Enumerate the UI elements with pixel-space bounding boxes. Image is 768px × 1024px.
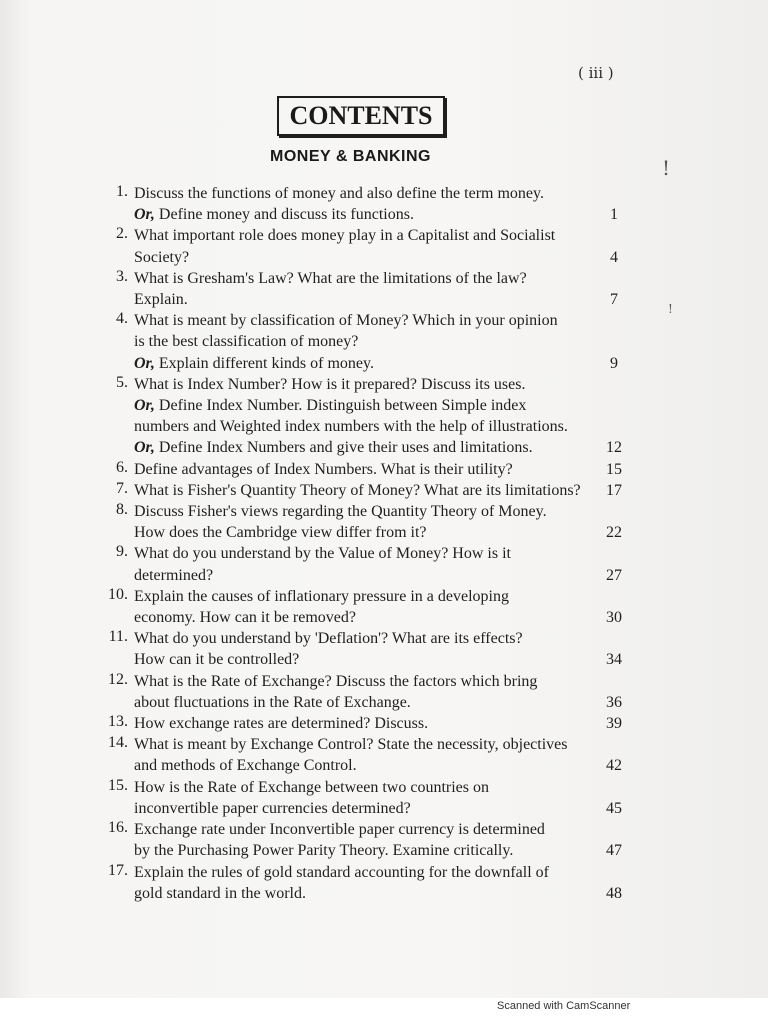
question-text: Explain the rules of gold standard accounting for the downfall of <box>134 863 549 881</box>
question-line <box>134 374 596 395</box>
question-line <box>134 353 596 374</box>
question-text: What important role does money play in a Capitalist and Socialist <box>134 227 556 245</box>
toc-entry <box>92 819 632 861</box>
toc-entry <box>92 628 632 670</box>
question-line <box>134 883 596 904</box>
entry-page-number: 17 <box>606 481 622 499</box>
question-text: How exchange rates are determined? Discuss. <box>134 715 429 733</box>
question-text: numbers and Weighted index numbers with the help of illustrations. <box>134 418 568 436</box>
entry-question <box>134 777 596 819</box>
question-text: Define advantages of Index Numbers. What is their utility? <box>134 460 513 478</box>
question-text: Define money and discuss its functions. <box>154 206 414 224</box>
question-text: Define Index Numbers and give their uses and limitations. <box>154 439 533 457</box>
entry-number: 16. <box>108 819 128 837</box>
question-text: inconvertible paper currencies determined? <box>134 799 411 817</box>
entry-number: 3. <box>116 267 128 285</box>
section-title: MONEY & BANKING <box>270 148 431 165</box>
question-line <box>134 862 596 883</box>
entry-question <box>134 480 596 501</box>
entry-number: 9. <box>116 543 128 561</box>
entry-page-number: 42 <box>606 757 622 775</box>
entry-number: 7. <box>116 479 128 497</box>
toc-entry <box>92 374 632 459</box>
question-line <box>134 628 596 649</box>
entry-page-number: 39 <box>606 715 622 733</box>
entry-question <box>134 713 596 734</box>
or-label: Or, <box>134 354 155 372</box>
question-line <box>134 395 596 416</box>
question-text: and methods of Exchange Control. <box>134 757 357 775</box>
question-line <box>134 755 596 776</box>
question-text: What is meant by classification of Money? Which in your opinion <box>134 312 558 330</box>
question-text: What is Fisher's Quantity Theory of Money? What are its limitations? <box>134 481 581 499</box>
question-text: gold standard in the world. <box>134 884 306 902</box>
question-text: What do you understand by the Value of Money? How is it <box>134 545 511 563</box>
toc-entry <box>92 862 632 904</box>
question-text: How can it be controlled? <box>134 651 300 669</box>
margin-mark: ! <box>662 156 671 180</box>
question-line <box>134 565 596 586</box>
entry-page-number: 15 <box>606 460 622 478</box>
entry-page-number: 34 <box>606 651 622 669</box>
entry-page-number: 22 <box>606 524 622 542</box>
entry-page-number: 7 <box>610 291 618 309</box>
entry-page-number: 4 <box>610 248 618 266</box>
toc-entry <box>92 543 632 585</box>
contents-heading: CONTENTS <box>277 96 445 136</box>
question-line <box>134 522 596 543</box>
question-line <box>134 777 596 798</box>
question-text: What is Index Number? How is it prepared? Discuss its uses. <box>134 375 526 393</box>
question-line <box>134 289 596 310</box>
toc-entry <box>92 310 632 374</box>
question-text: by the Purchasing Power Parity Theory. Examine critically. <box>134 842 514 860</box>
entry-question <box>134 543 596 585</box>
entry-page-number: 36 <box>606 693 622 711</box>
toc-entry <box>92 268 632 310</box>
question-line <box>134 268 596 289</box>
question-line <box>134 501 596 522</box>
question-line <box>134 840 596 861</box>
question-text: Society? <box>134 248 190 266</box>
question-line <box>134 204 596 225</box>
entry-page-number: 45 <box>606 799 622 817</box>
or-label: Or, <box>134 439 155 457</box>
entry-question <box>134 862 596 904</box>
question-text: How does the Cambridge view differ from it? <box>134 524 427 542</box>
entry-number: 10. <box>108 585 128 603</box>
entry-question <box>134 225 596 267</box>
entry-number: 5. <box>116 373 128 391</box>
question-text: How is the Rate of Exchange between two countries on <box>134 778 490 796</box>
entry-question <box>134 310 596 374</box>
toc-entry <box>92 671 632 713</box>
entry-question <box>134 268 596 310</box>
entry-question <box>134 183 596 225</box>
or-label: Or, <box>134 397 155 415</box>
question-line <box>134 459 596 480</box>
entry-question <box>134 374 596 459</box>
question-line <box>134 543 596 564</box>
question-text: Define Index Number. Distinguish between Simple index <box>154 397 527 415</box>
question-text: What do you understand by 'Deflation'? What are its effects? <box>134 630 523 648</box>
question-line <box>134 713 596 734</box>
entry-page-number: 9 <box>610 354 618 372</box>
entry-page-number: 48 <box>606 884 622 902</box>
question-line <box>134 734 596 755</box>
toc-entry <box>92 734 632 776</box>
table-of-contents <box>92 183 632 904</box>
question-line <box>134 586 596 607</box>
question-line <box>134 416 596 437</box>
entry-number: 11. <box>108 628 128 646</box>
entry-number: 8. <box>116 501 128 519</box>
entry-question <box>134 819 596 861</box>
entry-number: 13. <box>108 713 128 731</box>
entry-number: 17. <box>108 861 128 879</box>
question-line <box>134 649 596 670</box>
entry-question <box>134 459 596 480</box>
toc-entry <box>92 183 632 225</box>
question-text: Discuss Fisher's views regarding the Quantity Theory of Money. <box>134 503 547 521</box>
question-text: What is meant by Exchange Control? State the necessity, objectives <box>134 736 568 754</box>
toc-entry <box>92 777 632 819</box>
question-text: Explain. <box>134 291 188 309</box>
entry-question <box>134 586 596 628</box>
entry-question <box>134 671 596 713</box>
question-text: What is the Rate of Exchange? Discuss the factors which bring <box>134 672 538 690</box>
question-text: Discuss the functions of money and also define the term money. <box>134 185 544 202</box>
entry-question <box>134 501 596 543</box>
toc-entry <box>92 586 632 628</box>
entry-number: 1. <box>116 183 128 200</box>
entry-question <box>134 628 596 670</box>
scanner-watermark: Scanned with CamScanner <box>497 1000 631 1012</box>
question-line <box>134 331 596 352</box>
toc-entry <box>92 713 632 734</box>
question-line <box>134 480 596 501</box>
entry-number: 2. <box>116 225 128 243</box>
question-line <box>134 819 596 840</box>
margin-mark: ! <box>668 302 673 316</box>
question-line <box>134 671 596 692</box>
entry-number: 6. <box>116 458 128 476</box>
entry-number: 15. <box>108 776 128 794</box>
toc-entry <box>92 501 632 543</box>
question-line <box>134 247 596 268</box>
entry-number: 14. <box>108 734 128 752</box>
question-line <box>134 310 596 331</box>
or-label: Or, <box>134 206 155 224</box>
question-line <box>134 225 596 246</box>
entry-question <box>134 734 596 776</box>
question-text: Explain the causes of inflationary pressure in a developing <box>134 587 509 605</box>
question-line <box>134 437 596 458</box>
entry-page-number: 30 <box>606 609 622 627</box>
toc-entry <box>92 225 632 267</box>
toc-entry <box>92 459 632 480</box>
question-line <box>134 798 596 819</box>
question-text: Exchange rate under Inconvertible paper currency is determined <box>134 821 545 839</box>
question-text: is the best classification of money? <box>134 333 359 351</box>
entry-page-number: 27 <box>606 566 622 584</box>
question-text: about fluctuations in the Rate of Exchange. <box>134 693 411 711</box>
question-text: What is Gresham's Law? What are the limitations of the law? <box>134 269 527 287</box>
question-line <box>134 183 596 204</box>
entry-number: 12. <box>108 670 128 688</box>
entry-number: 4. <box>116 310 128 328</box>
entry-page-number: 12 <box>606 439 622 457</box>
question-text: determined? <box>134 566 214 584</box>
question-text: Explain different kinds of money. <box>154 354 374 372</box>
page-number: ( iii ) <box>578 64 614 82</box>
entry-page-number: 47 <box>606 842 622 860</box>
question-line <box>134 607 596 628</box>
question-text: economy. How can it be removed? <box>134 609 356 627</box>
entry-page-number: 1 <box>610 206 618 224</box>
toc-entry <box>92 480 632 501</box>
question-line <box>134 692 596 713</box>
